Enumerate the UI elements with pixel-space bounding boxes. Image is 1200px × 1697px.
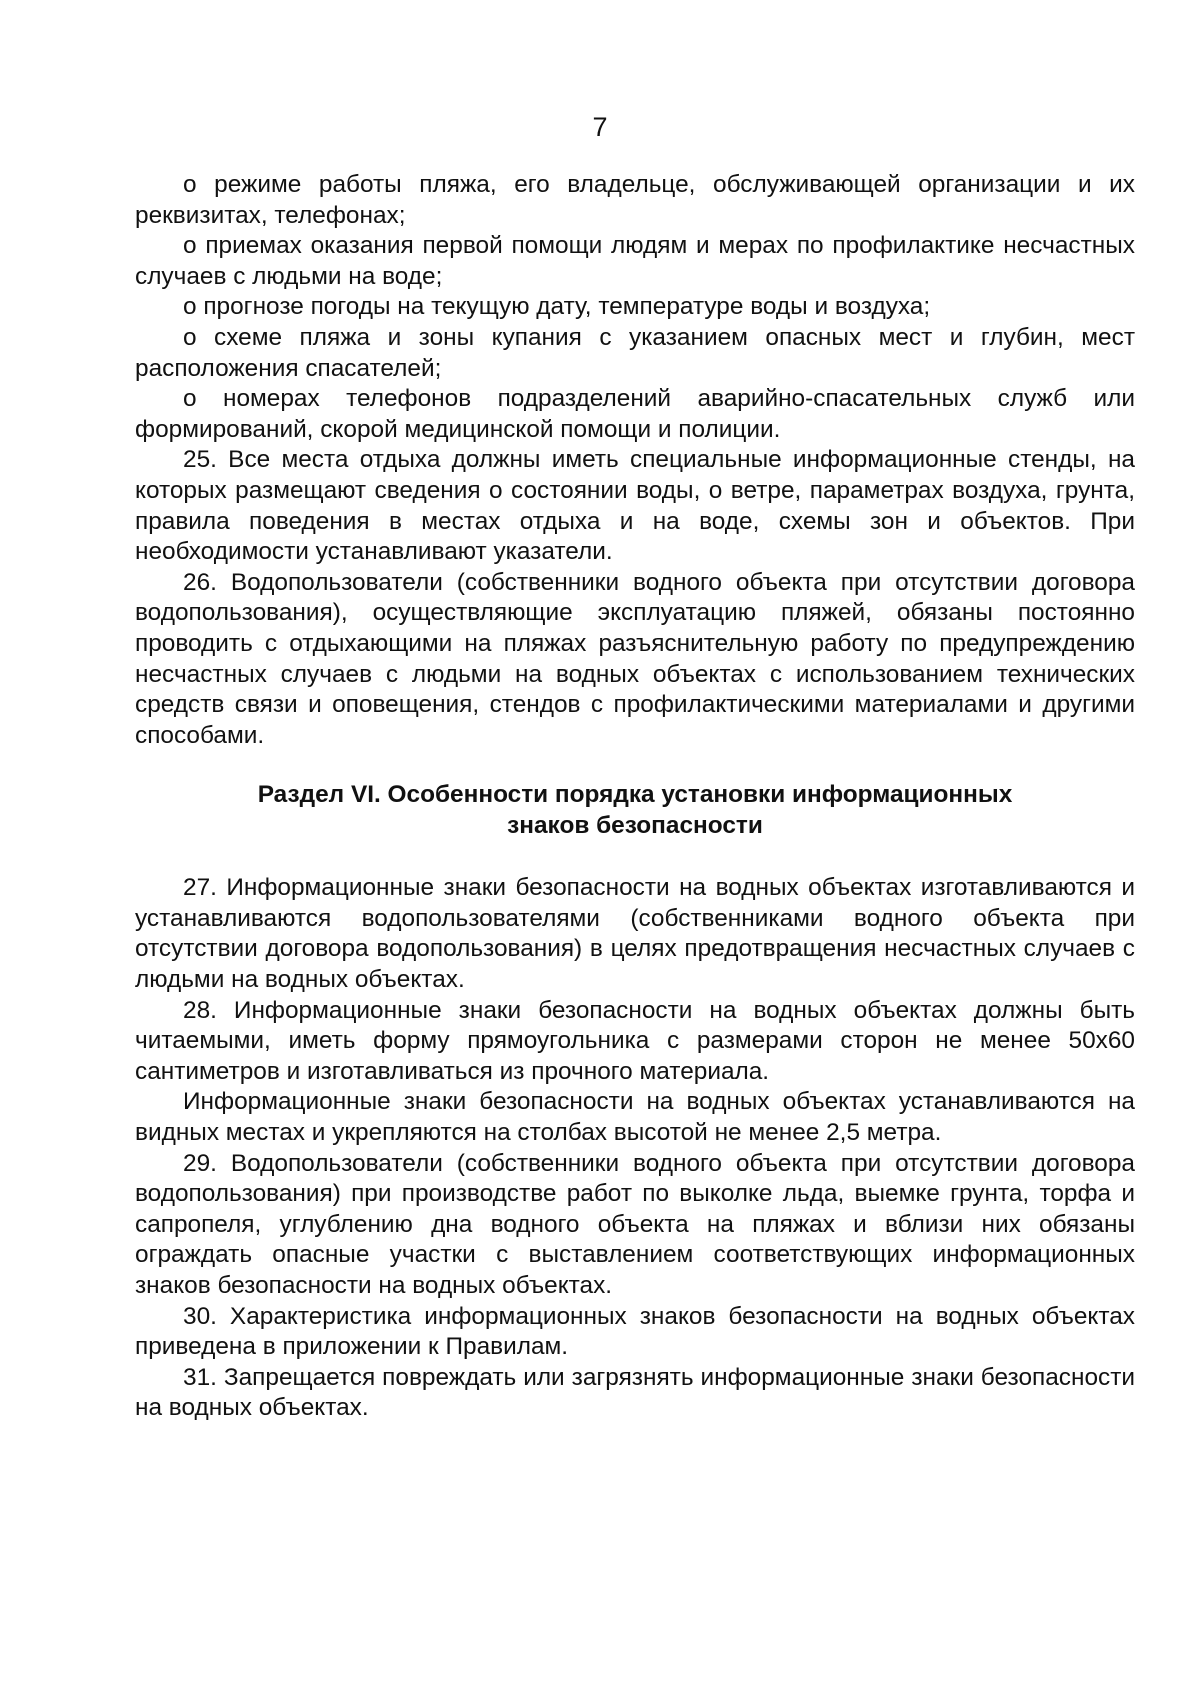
paragraph: о приемах оказания первой помощи людям и мерах по профилактике несчастных случаев с людьми на воде; — [135, 232, 1135, 290]
paragraph-item-28: 28. Информационные знаки безопасности на водных объектах должны быть читаемыми, иметь форму прямоугольника с размерами сторон не менее 50х60 сантиметров и изготавливаться из прочного материала. — [135, 996, 1135, 1085]
paragraph-item-26: 26. Водопользователи (собственники водного объекта при отсутствии договора водопользования), осуществляющие эксплуатацию пляжей, обязаны постоянно проводить с отдыхающими на пляжах разъяснительную работу по предупреждению несчастных случаев с людьми на водных объектах с использованием технических средств связи и оповещения, стендов с профилактическими материалами и другими способами. — [135, 568, 1135, 749]
paragraph-item-29: 29. Водопользователи (собственники водного объекта при отсутствии договора водопользования) при производстве работ по выколке льда, выемке грунта, торфа и сапропеля, углублению дна водного объекта на пляжах и вблизи них обязаны ограждать опасные участки с выставлением соответствующих информационных знаков безопасности на водных объектах. — [135, 1149, 1135, 1299]
paragraph: Информационные знаки безопасности на водных объектах устанавливаются на видных местах и укрепляются на столбах высотой не менее 2,5 метра. — [135, 1088, 1135, 1147]
paragraph-item-31: 31. Запрещается повреждать или загрязнять информационные знаки безопасности на водных объектах. — [135, 1363, 1135, 1422]
section-heading-line-1: Раздел VI. Особенности порядка установки информационных — [257, 781, 1013, 809]
paragraph: о схеме пляжа и зоны купания с указанием опасных мест и глубин, мест расположения спасателей; — [135, 323, 1135, 382]
paragraph: о прогнозе погоды на текущую дату, температуре воды и воздуха; — [183, 293, 931, 321]
section-heading-line-2: знаков безопасности — [507, 812, 763, 840]
paragraph-item-27: 27. Информационные знаки безопасности на водных объектах изготавливаются и устанавливаются водопользователями (собственниками водного объекта при отсутствии договора водопользования) в целях предотвращения несчастных случаев с людьми на водных объектах. — [135, 874, 1135, 994]
paragraph: о номерах телефонов подразделений аварийно-спасательных служб или формирований, скорой медицинской помощи и полиции. — [135, 385, 1135, 443]
document-body — [135, 170, 1135, 1424]
paragraph: о режиме работы пляжа, его владельце, обслуживающей организации и их реквизитах, телефонах; — [135, 171, 1135, 229]
section-heading — [135, 779, 1135, 841]
paragraph-item-25: 25. Все места отдыха должны иметь специальные информационные стенды, на которых размещают сведения о состоянии воды, о ветре, параметрах воздуха, грунта, правила поведения в местах отдыха и на воде, схемы зон и объектов. При необходимости устанавливают указатели. — [135, 446, 1135, 566]
paragraph-item-30: 30. Характеристика информационных знаков безопасности на водных объектах приведена в приложении к Правилам. — [135, 1302, 1135, 1361]
page-number: 7 — [592, 112, 608, 142]
